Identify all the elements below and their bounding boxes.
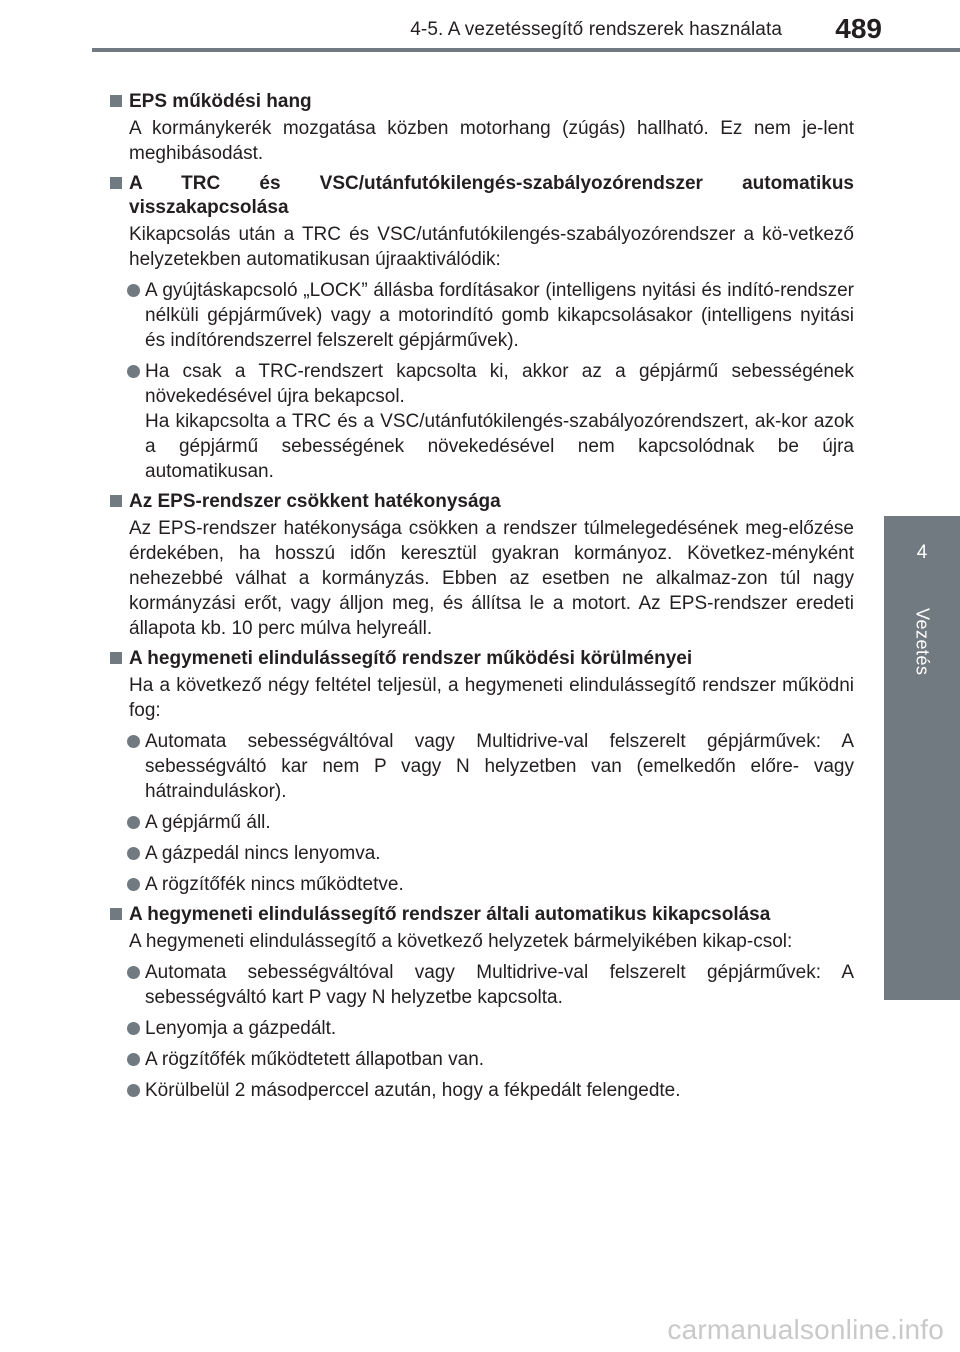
section <box>110 490 854 641</box>
section-heading-text: Az EPS-rendszer csökkent hatékonysága <box>129 491 501 512</box>
section-heading-text: EPS működési hang <box>129 91 312 112</box>
list-item <box>110 872 854 897</box>
round-bullet-icon <box>127 816 140 829</box>
round-bullet-icon <box>127 966 140 979</box>
section-paragraph: Az EPS-rendszer hatékonysága csökken a rendszer túlmelegedésének meg-előzése érdekében, ha hosszú időn keresztül gyakran kormányoz. Következ-ményként nehezebbé válhat a kormányzás. Ebben az esetben ne alkalmaz-zon túl nagy kormányzási erőt, vagy álljon meg, és állítsa le a motort. Az EPS-rendszer eredeti állapota kb. 10 perc múlva helyreáll. <box>129 518 854 639</box>
round-bullet-icon <box>127 847 140 860</box>
round-bullet-icon <box>127 284 140 297</box>
round-bullet-icon <box>127 878 140 891</box>
square-bullet-icon <box>110 908 122 920</box>
section <box>110 172 854 484</box>
chapter-title: Vezetés <box>912 608 933 676</box>
round-bullet-icon <box>127 735 140 748</box>
round-bullet-icon <box>127 1084 140 1097</box>
section-heading-text: A hegymeneti elindulássegítő rendszer általi automatikus kikapcsolása <box>129 904 771 925</box>
list-item-text: A gépjármű áll. <box>145 812 271 833</box>
list-item-text: A rögzítőfék nincs működtetve. <box>145 874 404 895</box>
round-bullet-icon <box>127 1022 140 1035</box>
square-bullet-icon <box>110 495 122 507</box>
list-item <box>110 729 854 804</box>
list-item-text: A gázpedál nincs lenyomva. <box>145 843 381 864</box>
list-item-text: Automata sebességváltóval vagy Multidrive-val felszerelt gépjárművek: A sebességváltó kart P vagy N helyzetbe kapcsolta. <box>145 962 854 1008</box>
section-heading <box>110 90 854 114</box>
list-item <box>110 1047 854 1072</box>
chapter-label <box>884 596 960 1000</box>
list-item <box>110 1078 854 1103</box>
page-header <box>0 0 960 80</box>
list-item <box>110 359 854 484</box>
list-item-text: Lenyomja a gázpedált. <box>145 1018 337 1039</box>
list-item-text: A rögzítőfék működtetett állapotban van. <box>145 1049 485 1070</box>
section-heading-text: A hegymeneti elindulássegítő rendszer működési körülményei <box>129 648 693 669</box>
list-item-text: Automata sebességváltóval vagy Multidrive-val felszerelt gépjárművek: A sebességváltó kar nem P vagy N helyzetben van (emelkedőn előre- vagy hátrainduláskor). <box>145 731 854 802</box>
header-rule <box>92 48 960 52</box>
section-heading <box>110 903 854 927</box>
list-item <box>110 810 854 835</box>
list-item <box>110 960 854 1010</box>
section-paragraph: Kikapcsolás után a TRC és VSC/utánfutókilengés-szabályozórendszer a kö-vetkező helyzetekben automatikusan újraaktiválódik: <box>129 224 854 270</box>
chapter-number: 4 <box>916 542 928 563</box>
section <box>110 647 854 897</box>
list-item-text: Körülbelül 2 másodperccel azután, hogy a fékpedált felengedte. <box>145 1080 681 1101</box>
list-item <box>110 1016 854 1041</box>
round-bullet-icon <box>127 1053 140 1066</box>
section-paragraph: A kormánykerék mozgatása közben motorhang (zúgás) hallható. Ez nem je-lent meghibásodást. <box>129 118 854 164</box>
page-content <box>110 90 854 1109</box>
header-section-title: 4-5. A vezetéssegítő rendszerek használata <box>410 19 782 40</box>
list-item-text: Ha kikapcsolta a TRC és a VSC/utánfutókilengés-szabályozórendszert, ak-kor azok a gépjármű sebességének növekedésével nem kapcsolódnak be újra automatikusan. <box>145 411 854 482</box>
watermark: carmanualsonline.info <box>667 1314 944 1345</box>
page-number: 489 <box>835 13 882 44</box>
section-heading <box>110 490 854 514</box>
section <box>110 90 854 166</box>
square-bullet-icon <box>110 177 122 189</box>
section-paragraph: Ha a következő négy feltétel teljesül, a hegymeneti elindulássegítő rendszer működni fog: <box>129 675 854 721</box>
chapter-tab <box>884 516 960 596</box>
section-paragraph: A hegymeneti elindulássegítő a következő helyzetek bármelyikében kikap-csol: <box>129 931 793 952</box>
section-heading-text: A TRC és VSC/utánfutókilengés-szabályozórendszer automatikus visszakapcsolása <box>129 173 854 218</box>
list-item <box>110 278 854 353</box>
list-item <box>110 841 854 866</box>
list-item-text: Ha csak a TRC-rendszert kapcsolta ki, akkor az a gépjármű sebességének növekedésével újra bekapcsol. <box>145 361 854 407</box>
square-bullet-icon <box>110 652 122 664</box>
section <box>110 903 854 1103</box>
list-item-text: A gyújtáskapcsoló „LOCK” állásba fordításakor (intelligens nyitási és indító-rendszer nélküli gépjárművek) vagy a motorindító gomb kikapcsolásakor (intelligens nyitási és indítórendszerrel felszerelt gépjárművek). <box>145 280 854 351</box>
round-bullet-icon <box>127 365 140 378</box>
square-bullet-icon <box>110 95 122 107</box>
section-heading <box>110 172 854 220</box>
section-heading <box>110 647 854 671</box>
